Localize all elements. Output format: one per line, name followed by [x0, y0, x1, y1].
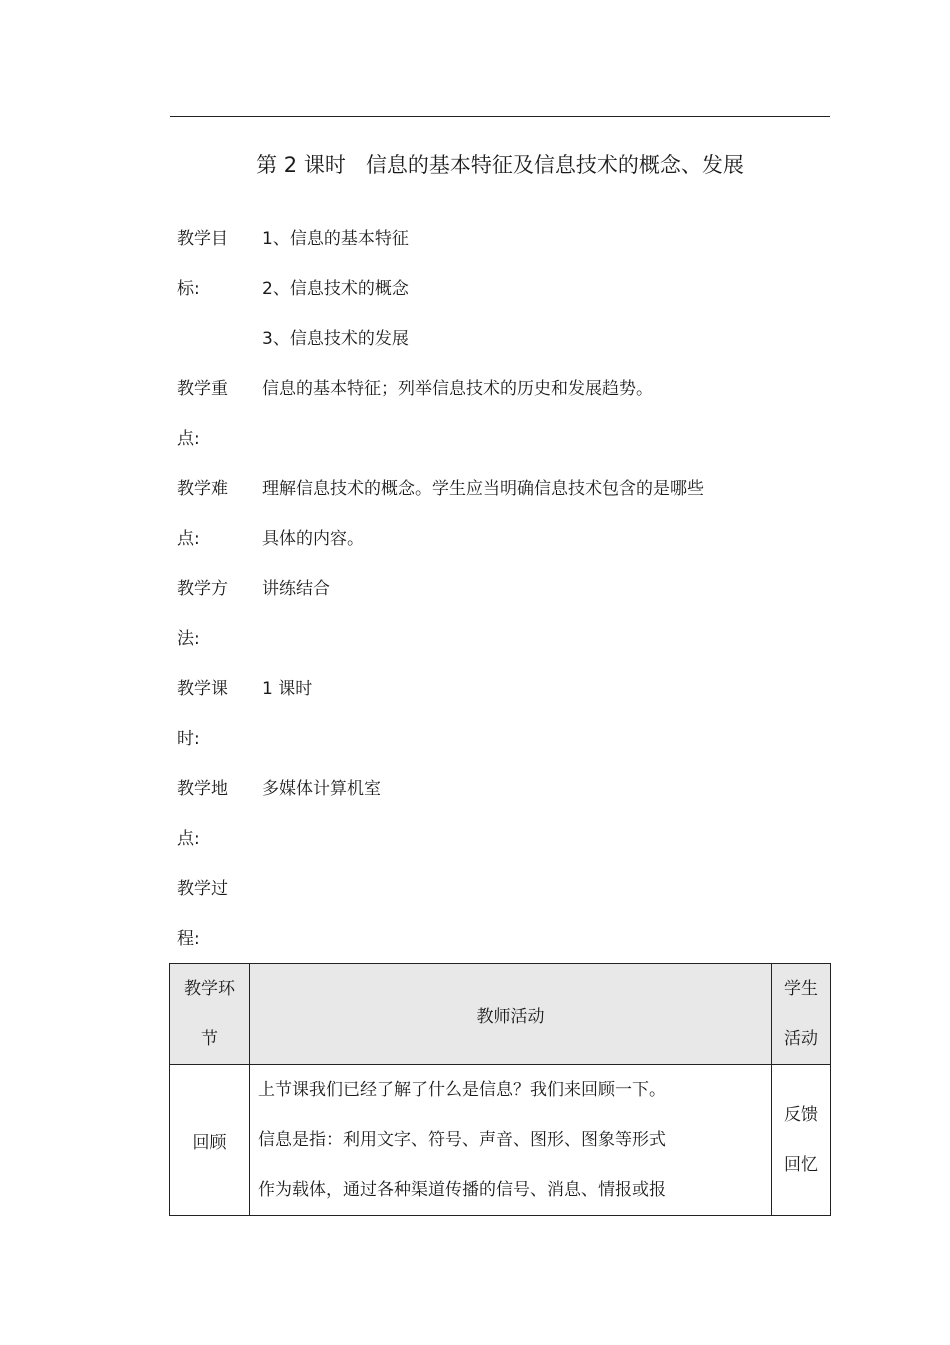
field-method	[177, 564, 817, 664]
field-label: 教学课 时:	[177, 679, 228, 749]
header-rule	[170, 116, 830, 117]
header-teacher: 教师活动	[250, 964, 772, 1065]
field-value: 1 课时	[262, 679, 313, 699]
row-teacher-activity: 上节课我们已经了解了什么是信息？我们来回顾一下。 信息是指：利用文字、符号、声音、图形、图象等形式 作为载体，通过各种渠道传播的信号、消息、情报或报	[250, 1065, 772, 1216]
field-label: 教学地 点:	[177, 779, 228, 849]
page-title: 第 2 课时 信息的基本特征及信息技术的概念、发展	[256, 153, 744, 177]
table-header-row	[170, 964, 831, 1065]
table-row	[170, 1065, 831, 1216]
field-value: 信息的基本特征；列举信息技术的历史和发展趋势。	[262, 379, 653, 399]
row-student-activity: 反馈 回忆	[772, 1065, 831, 1216]
field-label: 教学过 程:	[177, 879, 228, 949]
field-value	[262, 864, 817, 964]
field-label: 教学目 标:	[177, 229, 228, 299]
row-stage: 回顾	[170, 1065, 250, 1216]
header-student: 学生 活动	[772, 964, 831, 1065]
field-key-points	[177, 364, 817, 464]
field-label: 教学方 法:	[177, 579, 228, 649]
field-process	[177, 864, 817, 964]
field-label: 教学难 点:	[177, 479, 228, 549]
header-stage: 教学环 节	[170, 964, 250, 1065]
field-label: 教学重 点:	[177, 379, 228, 449]
field-value: 1、信息的基本特征 2、信息技术的概念 3、信息技术的发展	[262, 229, 409, 349]
lesson-plan-table	[169, 963, 831, 1216]
field-value: 多媒体计算机室	[262, 779, 381, 799]
field-objectives	[177, 214, 817, 364]
field-location	[177, 764, 817, 864]
lesson-info	[177, 214, 817, 964]
field-difficulties	[177, 464, 817, 564]
field-duration	[177, 664, 817, 764]
field-value: 讲练结合	[262, 579, 330, 599]
field-value: 理解信息技术的概念。学生应当明确信息技术包含的是哪些 具体的内容。	[262, 479, 704, 549]
